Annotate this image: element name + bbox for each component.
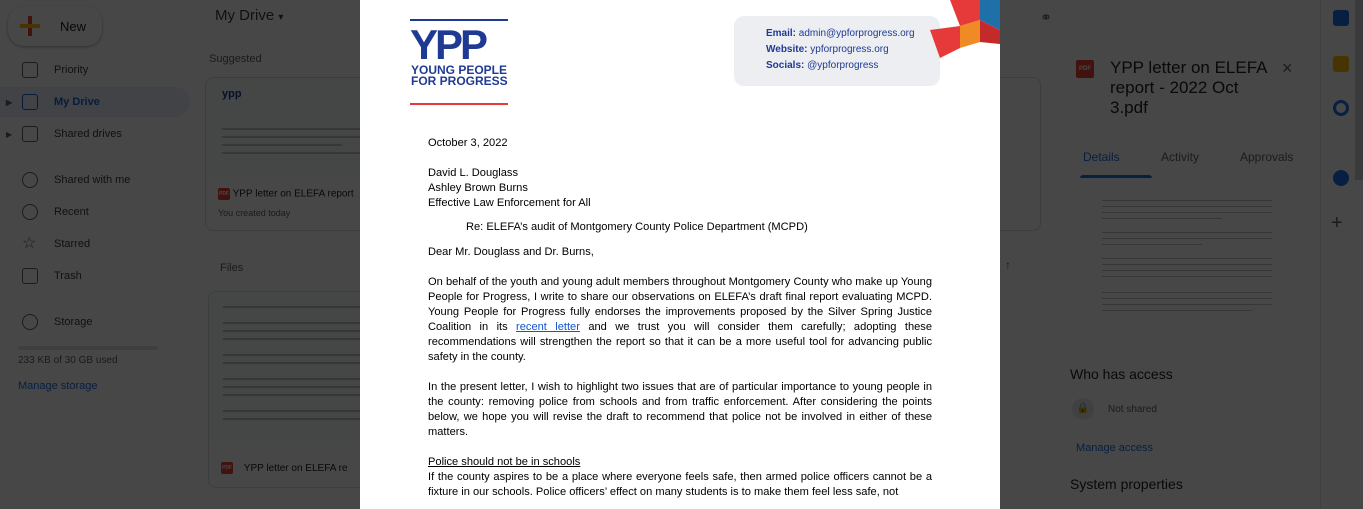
pdf-page — [360, 0, 1000, 509]
socials-value: @ypforprogress — [807, 60, 879, 71]
paragraph-3: If the county aspires to be a place where everyone feels safe, then armed police officers cannot be a fixture in our schools. Police officers’ effect on many students is to make them feel less safe, not — [428, 471, 932, 498]
letter-date: October 3, 2022 — [428, 137, 508, 149]
letter-body — [428, 136, 932, 500]
paragraph-1 — [428, 275, 932, 365]
ypp-logo-subtitle: YOUNG PEOPLE FOR PROGRESS — [411, 63, 508, 88]
addressee-line: David L. Douglass — [428, 167, 519, 179]
ypp-logo — [410, 19, 510, 105]
decorative-cubes-graphic — [920, 0, 1000, 62]
paragraph-1-text-end: and we trust you will consider them carefully; adopting these recommendations will strengthen the report so that it can be a more useful tool for advancing public safety in the county. — [428, 321, 932, 363]
addressee-line: Effective Law Enforcement for All — [428, 197, 591, 209]
salutation: Dear Mr. Douglass and Dr. Burns, — [428, 246, 594, 258]
paragraph-2: In the present letter, I wish to highlight two issues that are of particular importance to young people in the county: removing police from schools and from traffic enforcement. After considering the points below, we hope you will revise the draft to recommend that police not be involved in either of these matters. — [428, 381, 932, 438]
contact-box — [734, 16, 940, 86]
website-value: ypforprogress.org — [810, 44, 889, 55]
ypp-logo-text: YPP — [410, 21, 486, 68]
website-label: Website: — [766, 44, 808, 55]
socials-label: Socials: — [766, 60, 805, 71]
email-label: Email: — [766, 28, 797, 39]
email-value: admin@ypforprogress.org — [798, 28, 915, 39]
paragraph-1-text: On behalf of the youth and young adult members throughout Montgomery County who make up Young People for Progress, I write to share our observations on ELEFA’s draft final report evaluating MCPD. Young People for Progress fully endorses the improvements proposed by the Silver Spring Justice Coalition in its — [428, 276, 932, 333]
section-heading: Police should not be in schools — [428, 456, 581, 468]
re-line: Re: ELEFA’s audit of Montgomery County Police Department (MCPD) — [466, 221, 808, 233]
addressee-line: Ashley Brown Burns — [428, 182, 528, 194]
recent-letter-link[interactable]: recent letter — [516, 321, 580, 333]
